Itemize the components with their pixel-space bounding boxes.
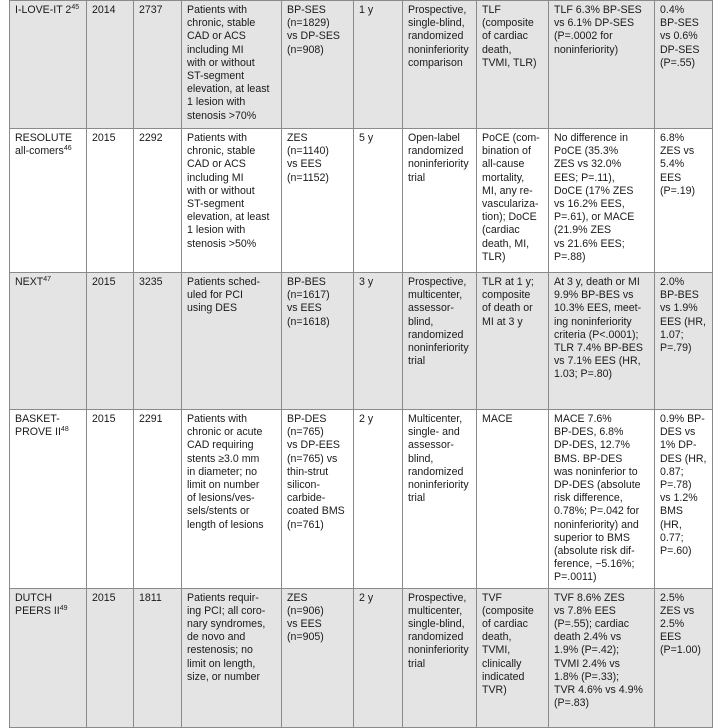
endpoint: MACE xyxy=(477,410,549,589)
table-row xyxy=(10,129,713,273)
trial-table-container xyxy=(9,0,707,728)
table-row xyxy=(10,588,713,727)
year: 2014 xyxy=(87,1,134,129)
patient-count: 2291 xyxy=(134,410,182,589)
patient-count: 2292 xyxy=(134,129,182,273)
year: 2015 xyxy=(87,129,134,273)
study-name: RESOLUTE all-comers$^{46}$ xyxy=(10,129,87,273)
stent-thrombosis-result: 6.8% ZES vs 5.4% EES (P=.19) xyxy=(655,129,713,273)
endpoint: TLF (composite of cardiac death, TVMI, TLR) xyxy=(477,1,549,129)
study-name: I-LOVE-IT $2^{45}$ xyxy=(10,1,87,129)
follow-up: 1 y xyxy=(354,1,403,129)
primary-result: TVF 8.6% ZES vs 7.8% EES (P=.55); cardiac death 2.4% vs 1.9% (P=.42); TVMI 2.4% vs 1.8% (P=.33); TVR 4.6% vs 4.9% (P=.83) xyxy=(549,588,655,727)
design: Prospective, single-blind, randomized noninferiority comparison xyxy=(403,1,477,129)
patient-count: 2737 xyxy=(134,1,182,129)
year: 2015 xyxy=(87,273,134,410)
patient-count: 1811 xyxy=(134,588,182,727)
follow-up: 2 y xyxy=(354,588,403,727)
comparison: ZES (n=1140) vs EES (n=1152) xyxy=(282,129,354,273)
endpoint: TVF (composite of cardiac death, TVMI, clinically indicated TVR) xyxy=(477,588,549,727)
design: Open-label randomized noninferiority trial xyxy=(403,129,477,273)
design: Multicenter, single- and assessor- blind, randomized noninferiority trial xyxy=(403,410,477,589)
trial-table xyxy=(9,0,713,728)
patient-count: 3235 xyxy=(134,273,182,410)
comparison: ZES (n=906) vs EES (n=905) xyxy=(282,588,354,727)
follow-up: 2 y xyxy=(354,410,403,589)
comparison: BP-BES (n=1617) vs EES (n=1618) xyxy=(282,273,354,410)
year: 2015 xyxy=(87,410,134,589)
primary-result: No difference in PoCE (35.3% ZES vs 32.0% EES; P=.11), DoCE (17% ZES vs 16.2% EES, P=.61), or MACE (21.9% ZES vs 21.6% EES; P=.88) xyxy=(549,129,655,273)
population: Patients with chronic or acute CAD requiring stents ≥3.0 mm in diameter; no limit on number of lesions/ves- sels/stents or length of lesions xyxy=(182,410,282,589)
endpoint: TLR at 1 y; composite of death or MI at 3 y xyxy=(477,273,549,410)
primary-result: MACE 7.6% BP-DES, 6.8% DP-DES, 12.7% BMS. BP-DES was noninferior to DP-DES (absolute risk difference, 0.78%; P=.042 for noninferiority) and superior to BMS (absolute risk dif- ference, −5.16%; P=.0011) xyxy=(549,410,655,589)
stent-thrombosis-result: 0.9% BP- DES vs 1% DP- DES (HR, 0.87; P=.78) vs 1.2% BMS (HR, 0.77; P=.60) xyxy=(655,410,713,589)
population: Patients sched- uled for PCI using DES xyxy=(182,273,282,410)
table-row xyxy=(10,1,713,129)
table-row xyxy=(10,410,713,589)
follow-up: 3 y xyxy=(354,273,403,410)
year: 2015 xyxy=(87,588,134,727)
design: Prospective, multicenter, assessor- blind, randomized noninferiority trial xyxy=(403,273,477,410)
population: Patients with chronic, stable CAD or ACS including MI with or without ST-segment elevation, at least 1 lesion with stenosis >70% xyxy=(182,1,282,129)
table-row xyxy=(10,273,713,410)
study-name: DUTCH PEERS II$^{49}$ xyxy=(10,588,87,727)
stent-thrombosis-result: 2.0% BP-BES vs 1.9% EES (HR, 1.07; P=.79) xyxy=(655,273,713,410)
study-name: NEXT$^{47}$ xyxy=(10,273,87,410)
follow-up: 5 y xyxy=(354,129,403,273)
comparison: BP-DES (n=765) vs DP-EES (n=765) vs thin-strut silicon- carbide- coated BMS (n=761) xyxy=(282,410,354,589)
stent-thrombosis-result: 2.5% ZES vs 2.5% EES (P=1.00) xyxy=(655,588,713,727)
stent-thrombosis-result: 0.4% BP-SES vs 0.6% DP-SES (P=.55) xyxy=(655,1,713,129)
endpoint: PoCE (com- bination of all-cause mortality, MI, any re- vasculariza- tion); DoCE (cardiac death, MI, TLR) xyxy=(477,129,549,273)
population: Patients with chronic, stable CAD or ACS including MI with or without ST-segment elevation, at least 1 lesion with stenosis >50% xyxy=(182,129,282,273)
primary-result: At 3 y, death or MI 9.9% BP-BES vs 10.3% EES, meet- ing noninferiority criteria (P<.0001); TLR 7.4% BP-BES vs 7.1% EES (HR, 1.03; P=.80) xyxy=(549,273,655,410)
population: Patients requir- ing PCI; all coro- nary syndromes, de novo and restenosis; no limit on length, size, or number xyxy=(182,588,282,727)
study-name: BASKET- PROVE II$^{48}$ xyxy=(10,410,87,589)
design: Prospective, multicenter, single-blind, randomized noninferiority trial xyxy=(403,588,477,727)
primary-result: TLF 6.3% BP-SES vs 6.1% DP-SES (P=.0002 for noninferiority) xyxy=(549,1,655,129)
comparison: BP-SES (n=1829) vs DP-SES (n=908) xyxy=(282,1,354,129)
